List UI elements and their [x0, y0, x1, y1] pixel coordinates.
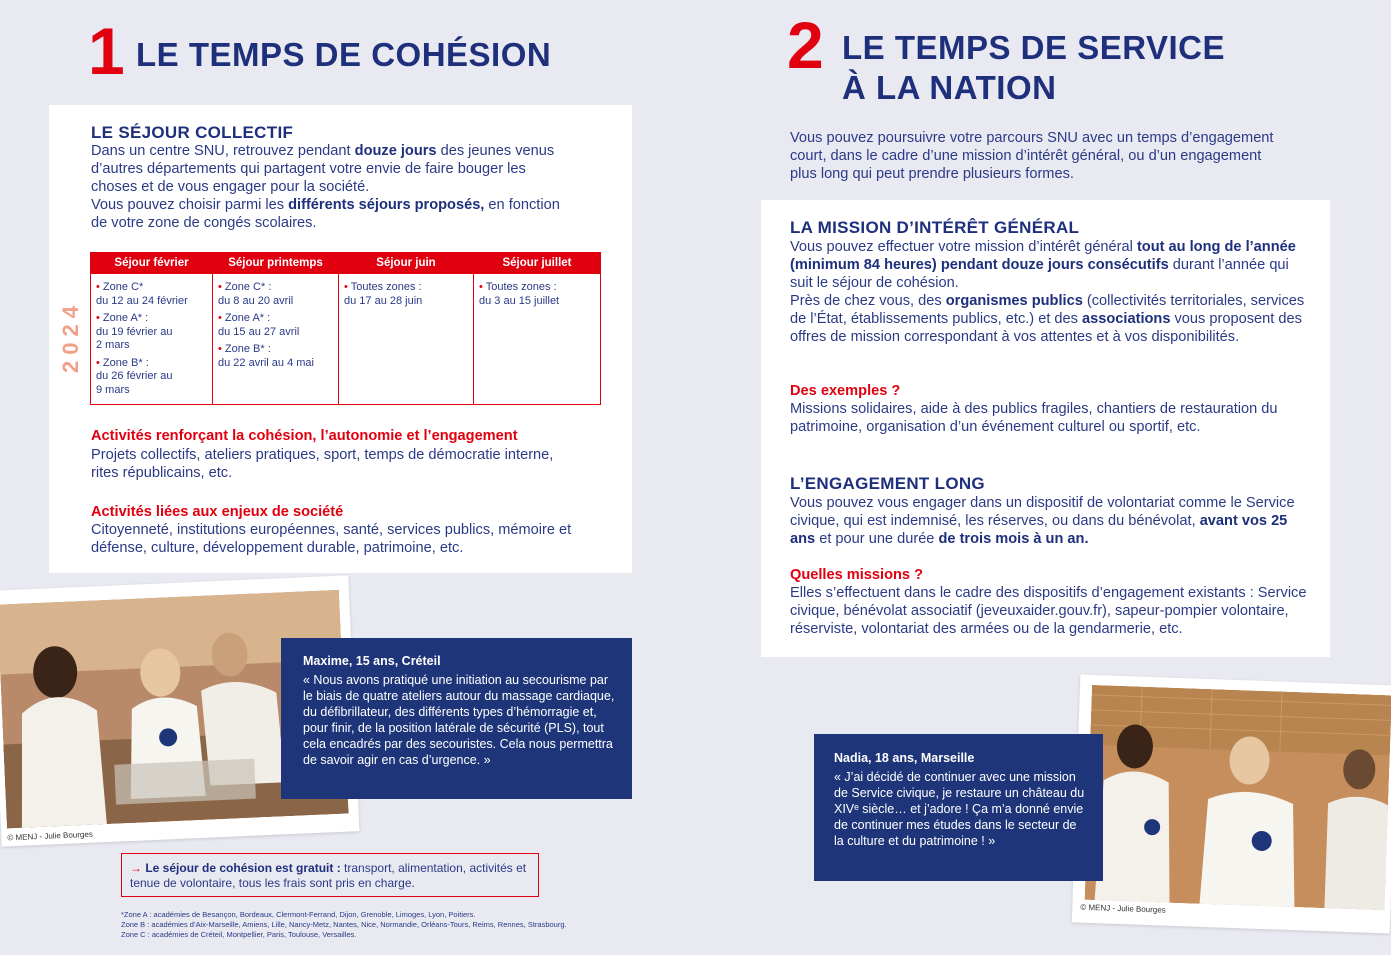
activities-societe-text: Citoyenneté, institutions européennes, santé, services publics, mémoire et défense, culture, développement durable, patrimoine, etc.: [91, 522, 572, 556]
examples-text: Missions solidaires, aide à des publics fragiles, chantiers de restauration du patrimoine, organisation d’un événement culturel ou sportif, etc.: [790, 401, 1278, 435]
quote-box-maxime: [281, 638, 632, 799]
free-stay-notice: → Le séjour de cohésion est gratuit : transport, alimentation, activités et tenue de volontaire, tous les frais sont pris en charge.: [121, 853, 539, 897]
arrow-right-icon: →: [130, 861, 142, 875]
sejour-intro: Dans un centre SNU, retrouvez pendant douze jours des jeunes venus d’autres départements qui partagent votre envie de faire bouger les choses et de vous engager pour la société. Vous pouvez choisir parmi les différents séjours proposés, en fonction de votre zone de congés scolaires.: [91, 143, 560, 231]
activities-cohesion-title: Activités renforçant la cohésion, l’autonomie et l’engagement: [91, 428, 518, 444]
quote-author: Nadia, 18 ans, Marseille: [834, 751, 975, 765]
quote-author: Maxime, 15 ans, Créteil: [303, 654, 441, 668]
activities-cohesion-text: Projets collectifs, ateliers pratiques, sport, temps de démocratie interne, rites républicains, etc.: [91, 447, 554, 481]
quote-text: « Nous avons pratiqué une initiation au secourisme par le biais de quatre ateliers autour du massage cardiaque, du défibrillateur, des différents types d’hémorragie et, pour finir, de la position latérale de sécurité (PLS), tout cela encadrés par des secouristes. Cela nous permettra de savoir agir en cas d’urgence. »: [303, 673, 615, 767]
section-number-1: 1: [88, 14, 123, 88]
photo-service-students: [1085, 685, 1391, 910]
photo-credit-right: © MENJ - Julie Bourges: [1080, 902, 1166, 915]
table-cell-printemps: • Zone C* : du 8 au 20 avril • Zone A* : du 15 au 27 avril • Zone B* : du 22 avril au 4 mai: [213, 274, 339, 405]
section-title-service: LE TEMPS DE SERVICE À LA NATION: [842, 29, 1225, 106]
engagement-long-heading: L’ENGAGEMENT LONG: [790, 474, 985, 493]
section-number-2: 2: [787, 8, 822, 82]
photo-frame-right: [1072, 675, 1391, 934]
photo-credit-left: © MENJ - Julie Bourges: [7, 829, 93, 843]
sejour-heading: LE SÉJOUR COLLECTIF: [91, 123, 294, 142]
table-cell-juin: • Toutes zones : du 17 au 28 juin: [339, 274, 474, 405]
examples-title: Des exemples ?: [790, 383, 901, 399]
year-label: 2024: [58, 300, 83, 374]
quote-box-nadia: [814, 734, 1103, 881]
missions-text: Elles s’effectuent dans le cadre des dispositifs d’engagement existants : Service civique, bénévolat associatif (jeveuxaider.gouv.fr), sapeur-pompier volontaire, réserviste, volontariat des armées ou de la gendarmerie, etc.: [790, 585, 1307, 637]
engagement-long-text: Vous pouvez vous engager dans un dispositif de volontariat comme le Service civique, qui est indemnisé, les réserves, ou dans du bénévolat, avant vos 25 ans et pour une durée de trois mois à un an.: [790, 495, 1295, 547]
mission-text: Vous pouvez effectuer votre mission d’intérêt général tout au long de l’année (minimum 84 heures) pendant douze jours consécutifs durant l’année qui suit le séjour de cohésion. Près de chez vous, des organismes publics (collectivités territoriales, services de l’État, établissements publics, etc.) et des associations vous proposent des offres de mission correspondant à vos attentes et à vos disponibilités.: [790, 239, 1305, 345]
sejour-table: [90, 252, 601, 405]
table-header: Séjour juin: [339, 253, 474, 274]
table-header: Séjour printemps: [213, 253, 339, 274]
mission-heading: LA MISSION D’INTÉRÊT GÉNÉRAL: [790, 218, 1080, 237]
table-cell-fevrier: • Zone C* du 12 au 24 février • Zone A* : du 19 février au 2 mars • Zone B* : du 26 février au 9 mars: [91, 274, 213, 405]
section-title-cohesion: LE TEMPS DE COHÉSION: [136, 36, 552, 73]
activities-societe-title: Activités liées aux enjeux de société: [91, 504, 344, 520]
missions-title: Quelles missions ?: [790, 567, 924, 583]
table-header: Séjour février: [91, 253, 213, 274]
service-intro: Vous pouvez poursuivre votre parcours SNU avec un temps d’engagement court, dans le cadre d’une mission d’intérêt général, ou d’un engagement plus long qui peut prendre plusieurs formes.: [790, 130, 1274, 182]
table-header: Séjour juillet: [474, 253, 601, 274]
table-cell-juillet: • Toutes zones : du 3 au 15 juillet: [474, 274, 601, 405]
quote-text: « J’ai décidé de continuer avec une mission de Service civique, je restaure un château du XIVᵉ siècle… et j’adore ! Ça m’a donné envie de continuer mes études dans le secteur de la culture et du patrimoine ! »: [834, 770, 1085, 848]
footnotes: *Zone A : académies de Besançon, Bordeaux, Clermont-Ferrand, Dijon, Grenoble, Limoges, Lyon, Poitiers. Zone B : académies d’Aix-Marseille, Amiens, Lille, Nancy-Metz, Nantes, Nice, Normandie, Orléans-Tours, Reims, Rennes, Strasbourg. Zone C : académies de Créteil, Montpellier, Paris, Toulouse, Versailles.: [121, 910, 567, 939]
